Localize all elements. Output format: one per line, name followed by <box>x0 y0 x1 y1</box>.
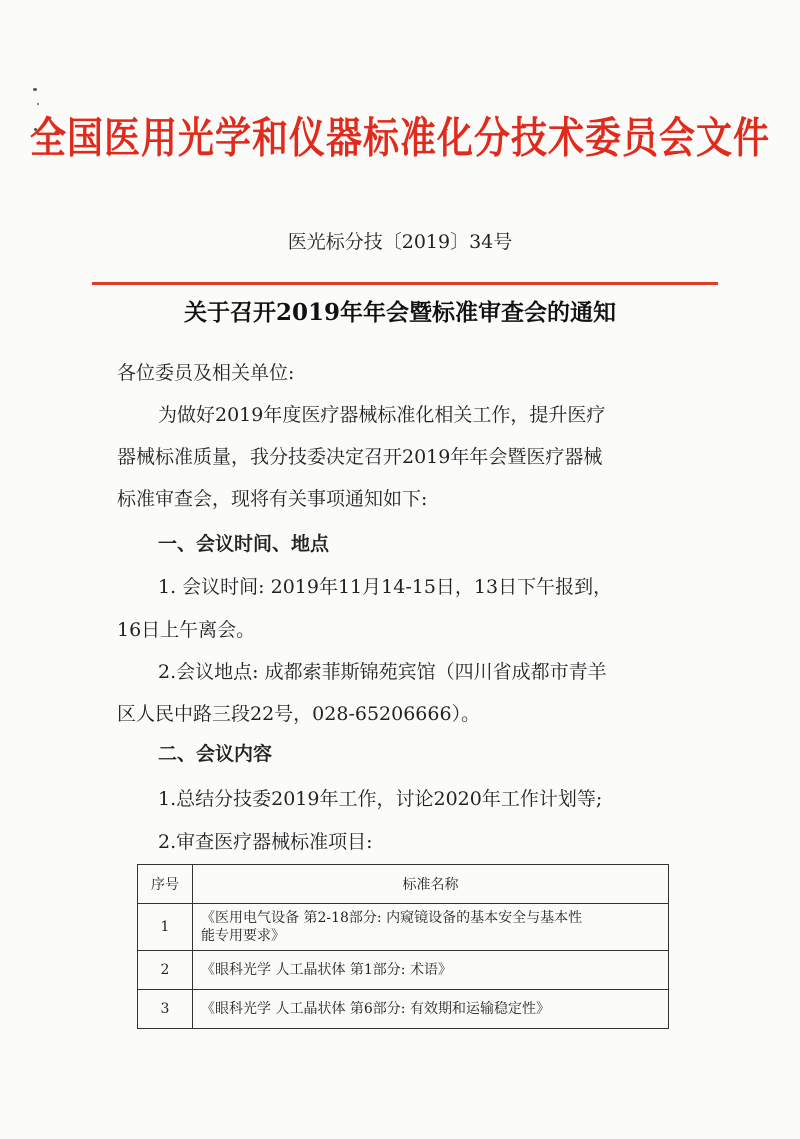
meeting-time-line-1: 1. 会议时间: 2019年11月14-15日，13日下午报到， <box>158 576 613 598</box>
content-item-2: 2.审查医疗器械标准项目: <box>158 831 373 853</box>
content-item-1: 1.总结分技委2019年工作，讨论2020年工作计划等; <box>158 788 603 810</box>
row-no: 2 <box>138 951 193 990</box>
row-name: 《眼科光学 人工晶状体 第6部分: 有效期和运输稳定性》 <box>193 990 669 1029</box>
table-header-row <box>138 865 669 904</box>
document-number: 医光标分技〔2019〕34号 <box>287 231 513 253</box>
table-row <box>138 904 669 951</box>
row-no: 3 <box>138 990 193 1029</box>
header-no: 序号 <box>138 865 193 904</box>
row-name-line: 能专用要求》 <box>201 928 285 944</box>
red-separator-line <box>92 282 718 285</box>
issuer-heading: 全国医用光学和仪器标准化分技术委员会文件 <box>29 114 770 164</box>
meeting-time-line-2: 16日上午离会。 <box>117 619 256 641</box>
standards-table <box>137 864 669 1029</box>
intro-line-2: 器械标准质量，我分技委决定召开2019年年会暨医疗器械 <box>117 446 603 468</box>
meeting-place-line-2: 区人民中路三段22号，028-65206666）。 <box>117 703 481 725</box>
notice-title: 关于召开2019年年会暨标准审查会的通知 <box>183 299 616 326</box>
row-name: 《眼科光学 人工晶状体 第1部分: 术语》 <box>193 951 669 990</box>
table-row <box>138 951 669 990</box>
meeting-place-line-1: 2.会议地点: 成都索菲斯锦苑宾馆（四川省成都市青羊 <box>158 661 607 683</box>
header-name: 标准名称 <box>193 865 669 904</box>
section-heading-content: 二、会议内容 <box>158 743 273 765</box>
scan-speck <box>33 88 37 91</box>
intro-line-1: 为做好2019年度医疗器械标准化相关工作，提升医疗 <box>158 404 606 426</box>
row-name-line: 《医用电气设备 第2-18部分: 内窥镜设备的基本安全与基本性 <box>201 910 583 926</box>
section-heading-time-place: 一、会议时间、地点 <box>158 533 330 555</box>
row-no: 1 <box>138 904 193 951</box>
salutation: 各位委员及相关单位: <box>117 362 295 384</box>
intro-line-3: 标准审查会，现将有关事项通知如下: <box>117 488 428 510</box>
row-name <box>193 904 669 951</box>
table-row <box>138 990 669 1029</box>
